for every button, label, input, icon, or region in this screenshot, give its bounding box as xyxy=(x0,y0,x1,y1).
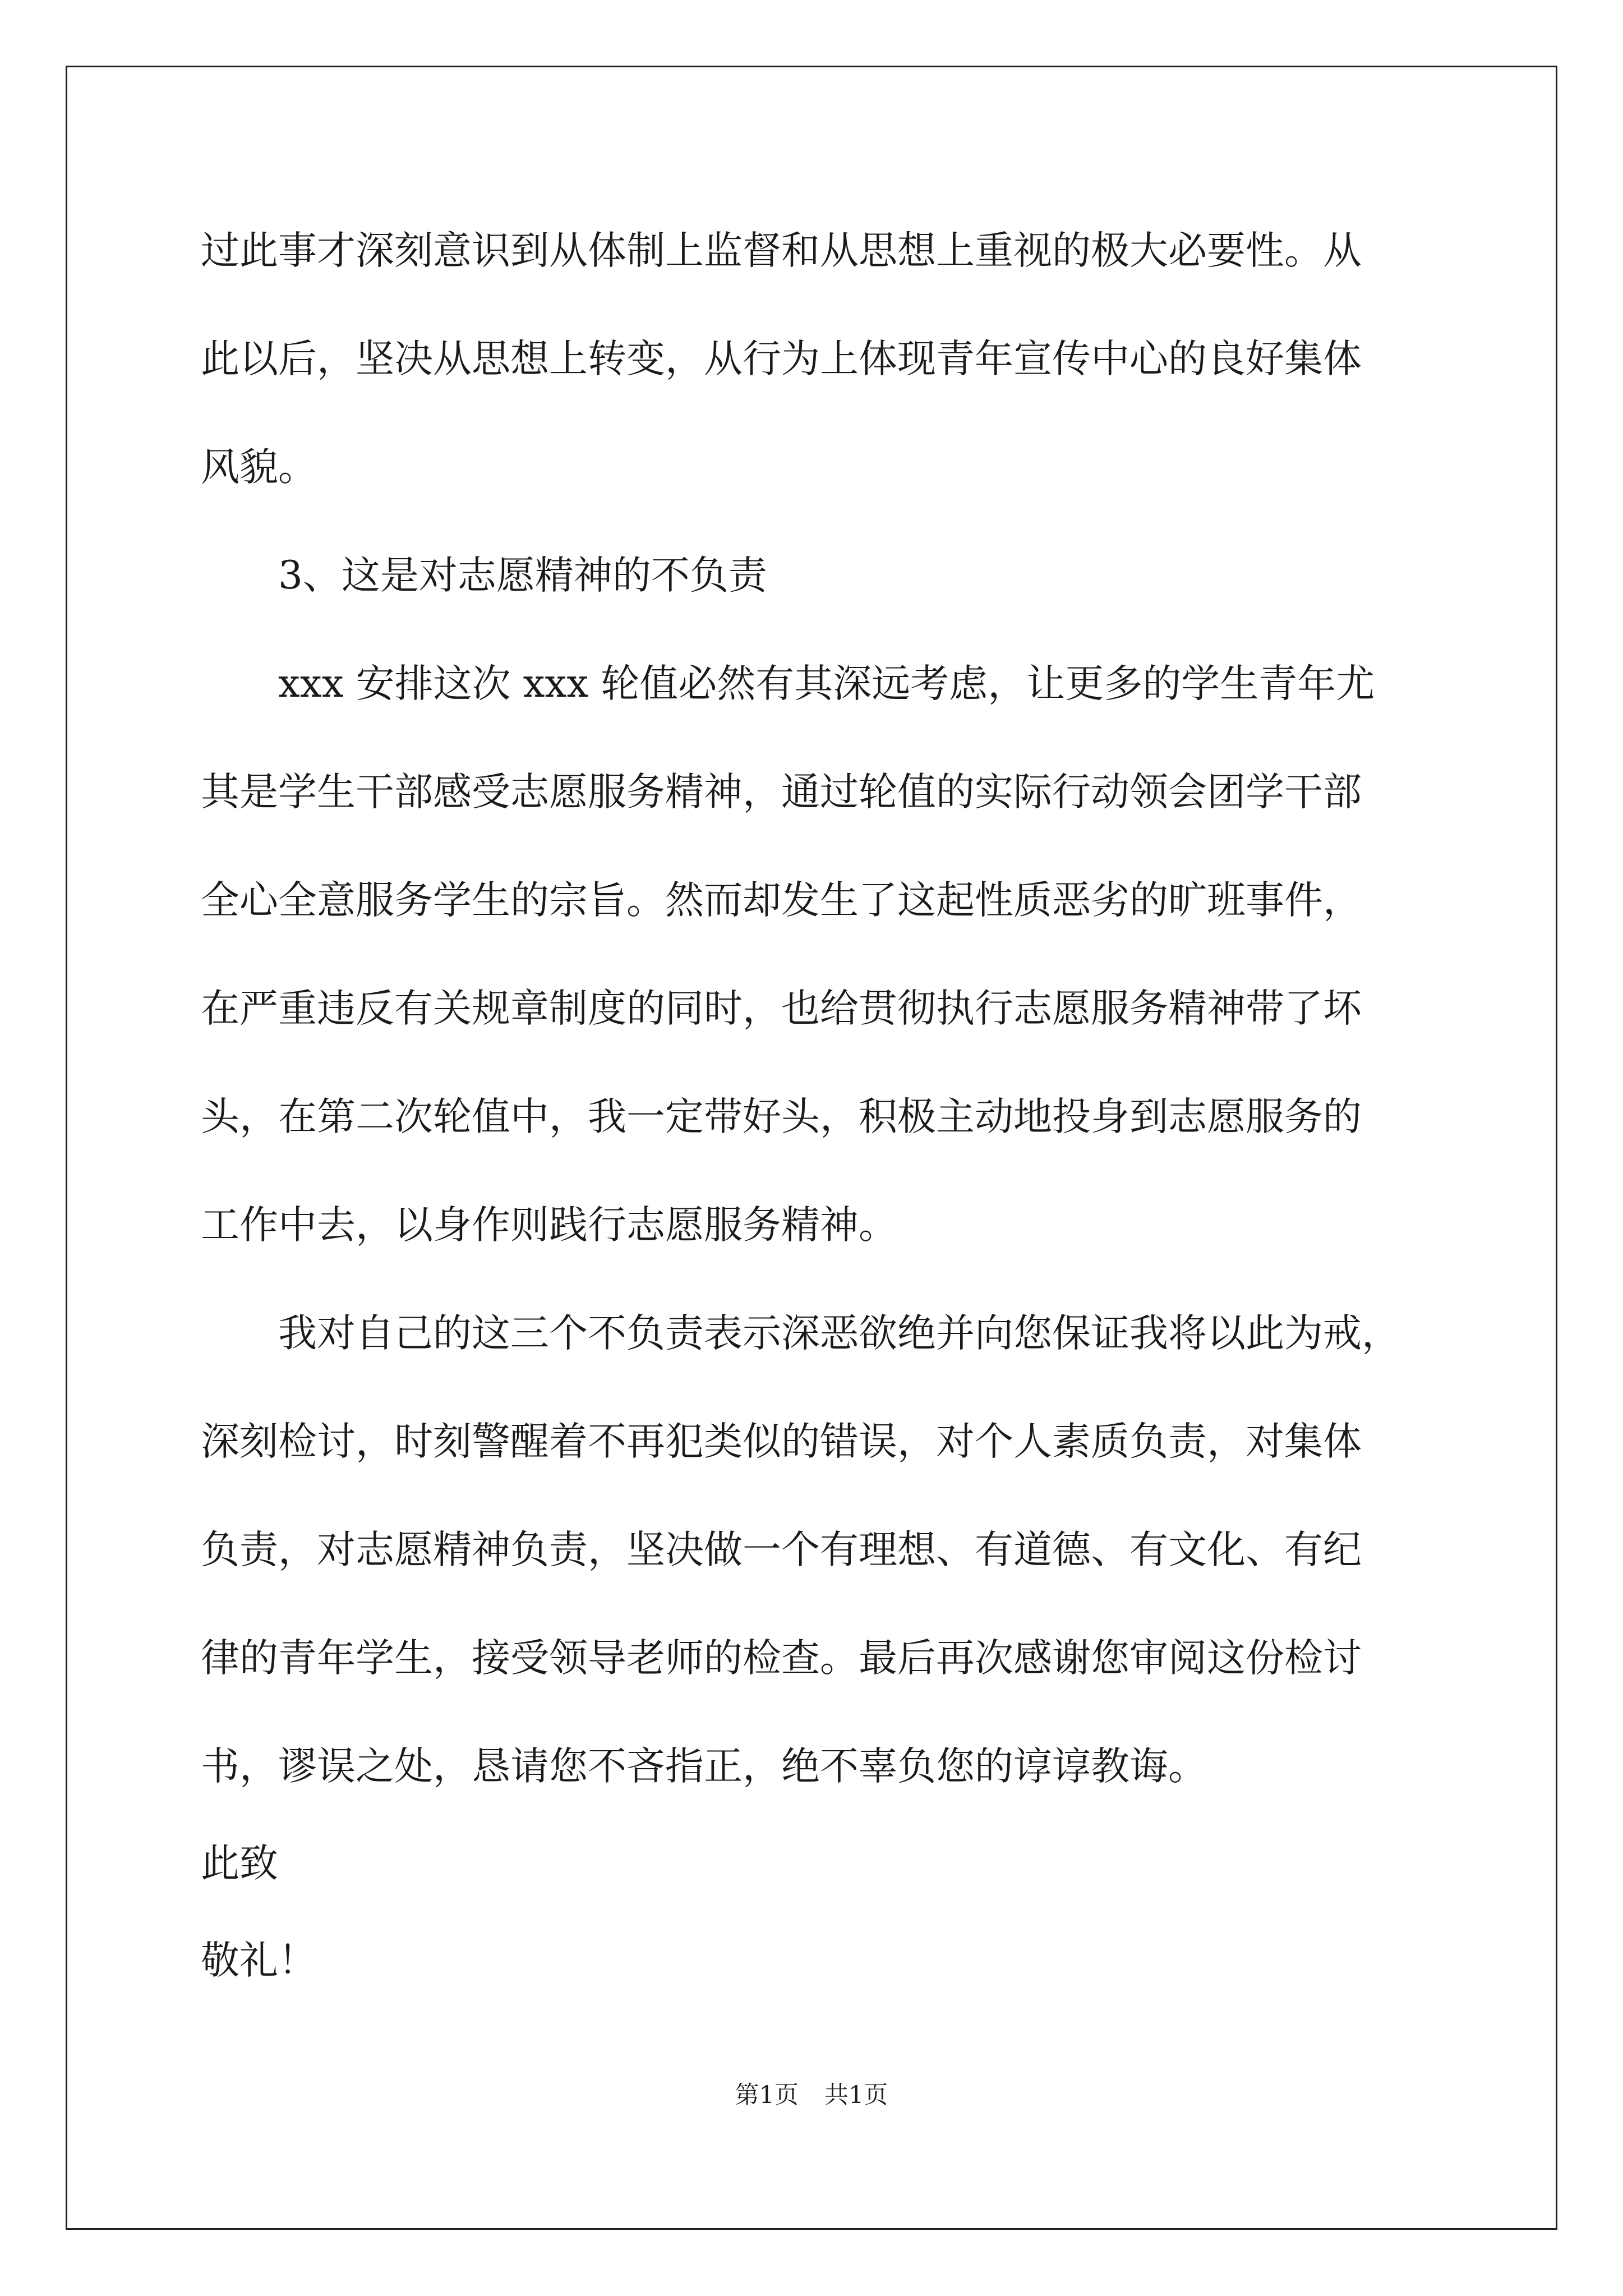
text-line: 负责，对志愿精神负责，坚决做一个有理想、有道德、有文化、有纪 xyxy=(201,1527,1362,1572)
text-line: 其是学生干部感受志愿服务精神，通过轮值的实际行动领会团学干部 xyxy=(201,770,1362,815)
text-line: 在严重违反有关规章制度的同时，也给贯彻执行志愿服务精神带了坏 xyxy=(201,986,1362,1031)
text-line: 工作中去，以身作则践行志愿服务精神。 xyxy=(201,1203,897,1248)
page-total: 共1页 xyxy=(824,2081,888,2109)
page-footer xyxy=(0,2081,1623,2109)
text-line: 深刻检讨，时刻警醒着不再犯类似的错误，对个人素质负责，对集体 xyxy=(201,1419,1362,1464)
text-line: 我对自己的这三个不负责表示深恶欲绝并向您保证我将以此为戒， xyxy=(278,1311,1400,1356)
text-line: xxx 安排这次 xxx 轮值必然有其深远考虑，让更多的学生青年尤 xyxy=(278,661,1375,706)
text-line: 头，在第二次轮值中，我一定带好头，积极主动地投身到志愿服务的 xyxy=(201,1094,1362,1139)
section-heading: 3、这是对志愿精神的不负责 xyxy=(278,553,767,598)
text-line: 全心全意服务学生的宗旨。然而却发生了这起性质恶劣的旷班事件， xyxy=(201,878,1362,923)
text-line: 律的青年学生，接受领导老师的检查。最后再次感谢您审阅这份检讨 xyxy=(201,1636,1362,1681)
closing-regards: 敬礼！ xyxy=(201,1938,317,1983)
text-line: 此以后，坚决从思想上转变，从行为上体现青年宣传中心的良好集体 xyxy=(201,337,1362,381)
closing-salutation: 此致 xyxy=(201,1841,278,1886)
page-border xyxy=(66,66,1557,2230)
text-line: 风貌。 xyxy=(201,445,317,490)
text-line: 书，谬误之处，恳请您不吝指正，绝不辜负您的谆谆教诲。 xyxy=(201,1744,1207,1789)
page-number: 第1页 xyxy=(735,2081,799,2109)
text-line: 过此事才深刻意识到从体制上监督和从思想上重视的极大必要性。从 xyxy=(201,228,1362,273)
